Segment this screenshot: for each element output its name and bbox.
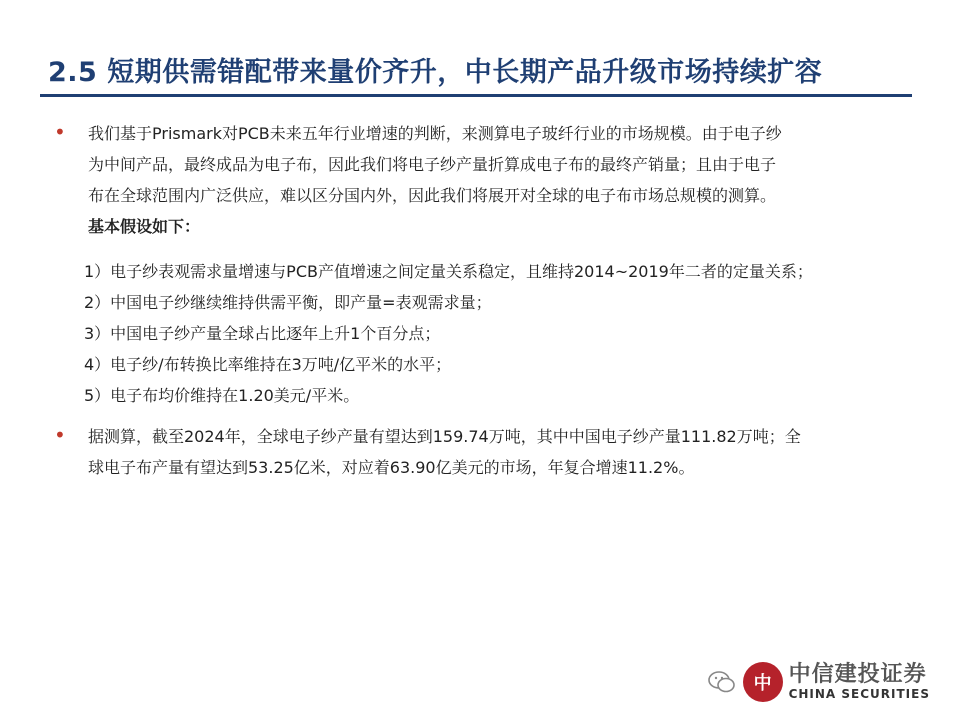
bullet-dot-icon: • [54,120,66,144]
assumption-item: 5）电子布均价维持在1.20美元/平米。 [84,386,360,405]
paragraph-line: 球电子布产量有望达到53.25亿米，对应着63.90亿美元的市场，年复合增速11.2%。 [88,458,695,477]
assumption-item: 2）中国电子纱继续维持供需平衡，即产量=表观需求量； [84,293,492,312]
assumption-item: 4）电子纱/布转换比率维持在3万吨/亿平米的水平； [84,355,452,374]
seal-icon: 中 [743,662,783,702]
brand-name-cn: 中信建投证券 [788,662,927,687]
bullet-paragraph-2 [48,421,908,483]
assumption-item: 3）中国电子纱产量全球占比逐年上升1个百分点； [84,324,441,343]
paragraph-line: 据测算，截至2024年，全球电子纱产量有望达到159.74万吨，其中中国电子纱产量111.82万吨；全 [88,427,801,446]
paragraph-line: 我们基于Prismark对PCB未来五年行业增速的判断，来测算电子玻纤行业的市场规模。由于电子纱 [88,124,782,143]
assumption-item: 1）电子纱表观需求量增速与PCB产值增速之间定量关系稳定，且维持2014~2019年二者的定量关系； [84,262,813,281]
bullet-paragraph-1 [48,118,908,242]
bullet-dot-icon: • [54,423,66,447]
wechat-icon [707,667,737,697]
brand-text [789,664,930,700]
paragraph-line: 布在全球范围内广泛供应，难以区分国内外，因此我们将展开对全球的电子布市场总规模的测算。 [88,186,777,205]
page-title: 2.5 短期供需错配带来量价齐升，中长期产品升级市场持续扩容 [48,57,823,88]
slide-content [48,118,908,483]
brand-name-en: CHINA SECURITIES [788,687,930,701]
company-logo [707,660,930,704]
title-divider [40,94,912,97]
assumptions-heading: 基本假设如下： [88,217,201,236]
assumptions-list [48,256,908,411]
paragraph-line: 为中间产品，最终成品为电子布，因此我们将电子纱产量折算成电子布的最终产销量；且由于电子 [88,155,777,174]
